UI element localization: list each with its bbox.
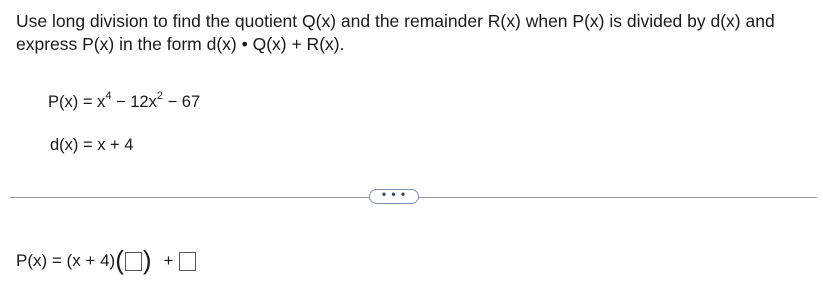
quotient-input[interactable] — [125, 252, 142, 271]
more-options-button[interactable] — [369, 186, 419, 204]
close-paren: ) — [142, 245, 152, 275]
answer-prefix: P(x) = (x + 4) — [16, 251, 116, 270]
p-exponent-2: 2 — [156, 89, 163, 102]
p-middle-term: − 12x — [111, 93, 157, 111]
p-prefix: P(x) = x — [48, 93, 106, 111]
answer-expression — [16, 245, 196, 275]
open-paren: ( — [115, 245, 124, 275]
question-instruction: Use long division to find the quotient Q(x) and the remainder R(x) when P(x) is divided by d(x) and express P(x) in the form d(x) • Q(x) + R(x). — [16, 11, 775, 54]
polynomial-p-definition — [48, 89, 201, 112]
plus-sign: + — [163, 251, 174, 270]
divisor-d-definition: d(x) = x + 4 — [50, 136, 134, 154]
remainder-input[interactable] — [179, 252, 196, 271]
p-exponent-4: 4 — [105, 89, 112, 102]
p-constant-term: − 67 — [162, 93, 201, 111]
ellipsis-icon: • • • — [381, 186, 407, 201]
